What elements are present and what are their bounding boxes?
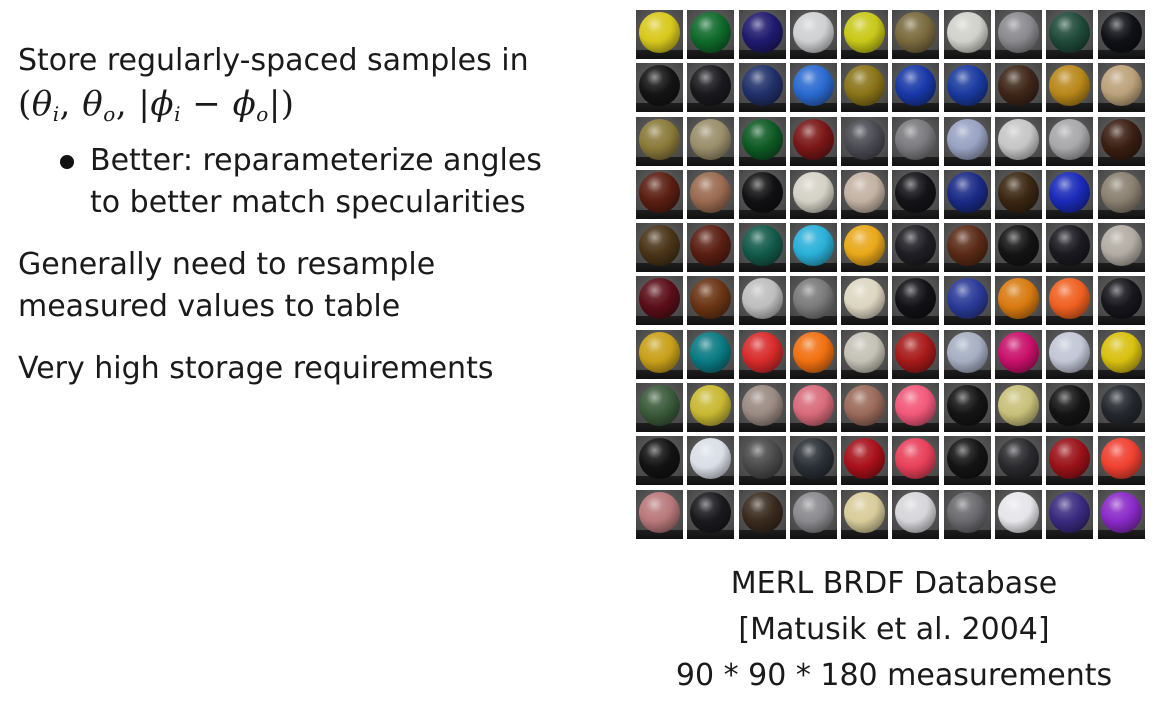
material-sphere bbox=[639, 225, 680, 266]
sphere-thumbnail bbox=[1098, 276, 1145, 325]
material-sphere bbox=[998, 385, 1039, 426]
sphere-thumbnail bbox=[944, 10, 991, 59]
caption-measurements: 90 * 90 * 180 measurements bbox=[675, 658, 1113, 693]
sphere-thumbnail bbox=[892, 383, 939, 432]
material-sphere bbox=[947, 438, 988, 479]
material-sphere bbox=[1049, 12, 1090, 53]
material-sphere bbox=[793, 438, 834, 479]
sphere-thumbnail bbox=[790, 330, 837, 379]
sphere-thumbnail bbox=[1046, 10, 1093, 59]
material-sphere bbox=[639, 438, 680, 479]
material-sphere bbox=[947, 225, 988, 266]
sphere-thumbnail bbox=[995, 117, 1042, 166]
material-sphere bbox=[998, 438, 1039, 479]
material-sphere bbox=[844, 119, 885, 160]
sphere-thumbnail bbox=[892, 63, 939, 112]
material-sphere bbox=[998, 225, 1039, 266]
material-sphere bbox=[895, 119, 936, 160]
material-sphere bbox=[1101, 12, 1142, 53]
sphere-thumbnail bbox=[944, 223, 991, 272]
material-sphere bbox=[1049, 438, 1090, 479]
material-sphere bbox=[793, 65, 834, 106]
sphere-thumbnail bbox=[1098, 490, 1145, 539]
bullet-line-2: to better match specularities bbox=[90, 185, 526, 220]
material-sphere bbox=[998, 492, 1039, 533]
sphere-thumbnail bbox=[739, 170, 786, 219]
sphere-thumbnail bbox=[841, 276, 888, 325]
sphere-thumbnail bbox=[790, 223, 837, 272]
sphere-thumbnail bbox=[892, 10, 939, 59]
material-sphere bbox=[742, 385, 783, 426]
sphere-thumbnail bbox=[892, 117, 939, 166]
material-sphere bbox=[639, 119, 680, 160]
sphere-thumbnail bbox=[739, 10, 786, 59]
sphere-thumbnail bbox=[841, 10, 888, 59]
sphere-thumbnail bbox=[944, 170, 991, 219]
sphere-thumbnail bbox=[944, 276, 991, 325]
sphere-thumbnail bbox=[1098, 117, 1145, 166]
material-sphere bbox=[793, 225, 834, 266]
material-sphere bbox=[742, 278, 783, 319]
sphere-thumbnail bbox=[995, 63, 1042, 112]
sphere-thumbnail bbox=[636, 490, 683, 539]
sphere-thumbnail bbox=[687, 436, 734, 485]
material-sphere bbox=[1101, 172, 1142, 213]
sphere-thumbnail bbox=[995, 10, 1042, 59]
sphere-thumbnail bbox=[944, 436, 991, 485]
formula-sub-i-2: i bbox=[174, 102, 181, 126]
material-sphere bbox=[639, 278, 680, 319]
sphere-thumbnail bbox=[687, 383, 734, 432]
sphere-thumbnail bbox=[687, 276, 734, 325]
sphere-thumbnail bbox=[739, 63, 786, 112]
sphere-thumbnail bbox=[1098, 436, 1145, 485]
material-sphere bbox=[1049, 119, 1090, 160]
merl-sphere-grid bbox=[636, 10, 1146, 538]
sphere-thumbnail bbox=[790, 10, 837, 59]
material-sphere bbox=[947, 332, 988, 373]
material-sphere bbox=[1049, 278, 1090, 319]
sphere-thumbnail bbox=[636, 436, 683, 485]
material-sphere bbox=[844, 12, 885, 53]
material-sphere bbox=[690, 225, 731, 266]
material-sphere bbox=[1049, 492, 1090, 533]
material-sphere bbox=[793, 172, 834, 213]
material-sphere bbox=[690, 172, 731, 213]
material-sphere bbox=[947, 65, 988, 106]
formula-phi-i: ϕ bbox=[150, 84, 175, 124]
sphere-thumbnail bbox=[841, 170, 888, 219]
material-sphere bbox=[1049, 172, 1090, 213]
sphere-thumbnail bbox=[636, 10, 683, 59]
material-sphere bbox=[895, 172, 936, 213]
sphere-thumbnail bbox=[1046, 276, 1093, 325]
material-sphere bbox=[1101, 385, 1142, 426]
sphere-thumbnail bbox=[1046, 117, 1093, 166]
angle-formula: ($\theta_i$, $\theta_o$, $|\phi_i - \phi_o|$) bbox=[18, 84, 295, 126]
material-sphere bbox=[1101, 332, 1142, 373]
sphere-thumbnail bbox=[687, 63, 734, 112]
formula-phi-o: ϕ bbox=[232, 84, 257, 124]
material-sphere bbox=[998, 119, 1039, 160]
sphere-thumbnail bbox=[636, 223, 683, 272]
material-sphere bbox=[690, 278, 731, 319]
material-sphere bbox=[844, 225, 885, 266]
sphere-thumbnail bbox=[790, 490, 837, 539]
material-sphere bbox=[742, 332, 783, 373]
sphere-thumbnail bbox=[790, 436, 837, 485]
sphere-thumbnail bbox=[687, 490, 734, 539]
sphere-thumbnail bbox=[1098, 170, 1145, 219]
sphere-thumbnail bbox=[739, 383, 786, 432]
sphere-thumbnail bbox=[636, 63, 683, 112]
material-sphere bbox=[690, 65, 731, 106]
material-sphere bbox=[690, 438, 731, 479]
material-sphere bbox=[844, 492, 885, 533]
material-sphere bbox=[1101, 225, 1142, 266]
material-sphere bbox=[844, 332, 885, 373]
material-sphere bbox=[742, 65, 783, 106]
material-sphere bbox=[793, 385, 834, 426]
formula-sub-i-1: i bbox=[52, 102, 60, 126]
sphere-thumbnail bbox=[636, 117, 683, 166]
bullet-line-1: Better: reparameterize angles bbox=[90, 143, 542, 178]
sphere-thumbnail bbox=[944, 490, 991, 539]
sphere-thumbnail bbox=[739, 490, 786, 539]
sphere-thumbnail bbox=[892, 223, 939, 272]
sphere-thumbnail bbox=[790, 170, 837, 219]
sphere-thumbnail bbox=[739, 117, 786, 166]
material-sphere bbox=[1049, 65, 1090, 106]
sphere-thumbnail bbox=[636, 330, 683, 379]
sphere-thumbnail bbox=[636, 383, 683, 432]
material-sphere bbox=[947, 492, 988, 533]
material-sphere bbox=[1101, 278, 1142, 319]
material-sphere bbox=[947, 119, 988, 160]
material-sphere bbox=[1101, 119, 1142, 160]
material-sphere bbox=[844, 65, 885, 106]
sphere-thumbnail bbox=[944, 63, 991, 112]
paragraph-store-samples: Store regularly-spaced samples in bbox=[18, 43, 529, 78]
sphere-thumbnail bbox=[687, 170, 734, 219]
material-sphere bbox=[895, 385, 936, 426]
paragraph-resample-line-1: Generally need to resample bbox=[18, 247, 436, 282]
sphere-thumbnail bbox=[892, 436, 939, 485]
sphere-thumbnail bbox=[790, 383, 837, 432]
material-sphere bbox=[742, 119, 783, 160]
material-sphere bbox=[690, 492, 731, 533]
sphere-thumbnail bbox=[790, 117, 837, 166]
material-sphere bbox=[895, 492, 936, 533]
sphere-thumbnail bbox=[995, 170, 1042, 219]
caption-citation: [Matusik et al. 2004] bbox=[738, 612, 1050, 647]
material-sphere bbox=[895, 65, 936, 106]
sphere-thumbnail bbox=[841, 436, 888, 485]
material-sphere bbox=[793, 332, 834, 373]
sphere-thumbnail bbox=[841, 490, 888, 539]
sphere-thumbnail bbox=[1046, 170, 1093, 219]
material-sphere bbox=[1049, 332, 1090, 373]
sphere-thumbnail bbox=[687, 330, 734, 379]
material-sphere bbox=[639, 172, 680, 213]
formula-sub-o-1: o bbox=[103, 102, 116, 126]
material-sphere bbox=[947, 278, 988, 319]
slide-body bbox=[18, 40, 598, 390]
sphere-thumbnail bbox=[841, 117, 888, 166]
formula-sub-o-2: o bbox=[256, 102, 269, 126]
material-sphere bbox=[895, 438, 936, 479]
material-sphere bbox=[742, 12, 783, 53]
material-sphere bbox=[947, 12, 988, 53]
sphere-thumbnail bbox=[892, 490, 939, 539]
material-sphere bbox=[895, 278, 936, 319]
bullet-reparameterize bbox=[58, 140, 598, 224]
sphere-thumbnail bbox=[1046, 330, 1093, 379]
material-sphere bbox=[844, 172, 885, 213]
material-sphere bbox=[1101, 492, 1142, 533]
paragraph-storage: Very high storage requirements bbox=[18, 351, 494, 386]
sphere-thumbnail bbox=[790, 63, 837, 112]
material-sphere bbox=[742, 225, 783, 266]
sphere-thumbnail bbox=[841, 330, 888, 379]
material-sphere bbox=[793, 492, 834, 533]
sphere-thumbnail bbox=[892, 330, 939, 379]
sphere-thumbnail bbox=[1098, 330, 1145, 379]
material-sphere bbox=[742, 492, 783, 533]
material-sphere bbox=[947, 172, 988, 213]
formula-theta-o: θ bbox=[82, 84, 104, 124]
material-sphere bbox=[1049, 385, 1090, 426]
sphere-thumbnail bbox=[687, 223, 734, 272]
sphere-thumbnail bbox=[892, 170, 939, 219]
sphere-thumbnail bbox=[944, 330, 991, 379]
sphere-thumbnail bbox=[841, 223, 888, 272]
sphere-thumbnail bbox=[1046, 490, 1093, 539]
caption-title: MERL BRDF Database bbox=[730, 566, 1058, 601]
material-sphere bbox=[947, 385, 988, 426]
sphere-thumbnail bbox=[739, 276, 786, 325]
material-sphere bbox=[844, 438, 885, 479]
material-sphere bbox=[639, 65, 680, 106]
sphere-thumbnail bbox=[739, 436, 786, 485]
material-sphere bbox=[998, 332, 1039, 373]
sphere-thumbnail bbox=[687, 117, 734, 166]
bullet-dot-icon bbox=[60, 155, 74, 169]
sphere-thumbnail bbox=[636, 170, 683, 219]
sphere-thumbnail bbox=[944, 117, 991, 166]
material-sphere bbox=[690, 385, 731, 426]
sphere-thumbnail bbox=[944, 383, 991, 432]
material-sphere bbox=[742, 438, 783, 479]
material-sphere bbox=[793, 119, 834, 160]
material-sphere bbox=[639, 332, 680, 373]
sphere-thumbnail bbox=[739, 223, 786, 272]
sphere-thumbnail bbox=[995, 436, 1042, 485]
sphere-thumbnail bbox=[995, 330, 1042, 379]
sphere-thumbnail bbox=[687, 10, 734, 59]
material-sphere bbox=[639, 12, 680, 53]
sphere-thumbnail bbox=[995, 223, 1042, 272]
material-sphere bbox=[690, 332, 731, 373]
sphere-thumbnail bbox=[1098, 63, 1145, 112]
material-sphere bbox=[793, 12, 834, 53]
bullet-list bbox=[18, 140, 598, 224]
material-sphere bbox=[998, 278, 1039, 319]
sphere-thumbnail bbox=[841, 383, 888, 432]
material-sphere bbox=[1101, 65, 1142, 106]
sphere-thumbnail bbox=[1046, 63, 1093, 112]
material-sphere bbox=[690, 119, 731, 160]
figure-caption bbox=[636, 561, 1152, 699]
sphere-thumbnail bbox=[995, 490, 1042, 539]
sphere-thumbnail bbox=[1098, 383, 1145, 432]
material-sphere bbox=[844, 278, 885, 319]
paragraph-resample-line-2: measured values to table bbox=[18, 289, 401, 324]
material-sphere bbox=[998, 172, 1039, 213]
material-sphere bbox=[742, 172, 783, 213]
sphere-thumbnail bbox=[1098, 223, 1145, 272]
sphere-thumbnail bbox=[995, 383, 1042, 432]
material-sphere bbox=[895, 225, 936, 266]
material-sphere bbox=[895, 332, 936, 373]
sphere-thumbnail bbox=[1098, 10, 1145, 59]
sphere-thumbnail bbox=[1046, 223, 1093, 272]
sphere-thumbnail bbox=[995, 276, 1042, 325]
material-sphere bbox=[1049, 225, 1090, 266]
material-sphere bbox=[639, 492, 680, 533]
sphere-thumbnail bbox=[636, 276, 683, 325]
sphere-thumbnail bbox=[892, 276, 939, 325]
material-sphere bbox=[895, 12, 936, 53]
formula-theta-i: θ bbox=[31, 84, 53, 124]
material-sphere bbox=[998, 65, 1039, 106]
sphere-thumbnail bbox=[739, 330, 786, 379]
sphere-thumbnail bbox=[1046, 383, 1093, 432]
material-sphere bbox=[639, 385, 680, 426]
sphere-thumbnail bbox=[790, 276, 837, 325]
material-sphere bbox=[998, 12, 1039, 53]
material-sphere bbox=[1101, 438, 1142, 479]
material-sphere bbox=[844, 385, 885, 426]
sphere-thumbnail bbox=[841, 63, 888, 112]
material-sphere bbox=[690, 12, 731, 53]
material-sphere bbox=[793, 278, 834, 319]
sphere-thumbnail bbox=[1046, 436, 1093, 485]
